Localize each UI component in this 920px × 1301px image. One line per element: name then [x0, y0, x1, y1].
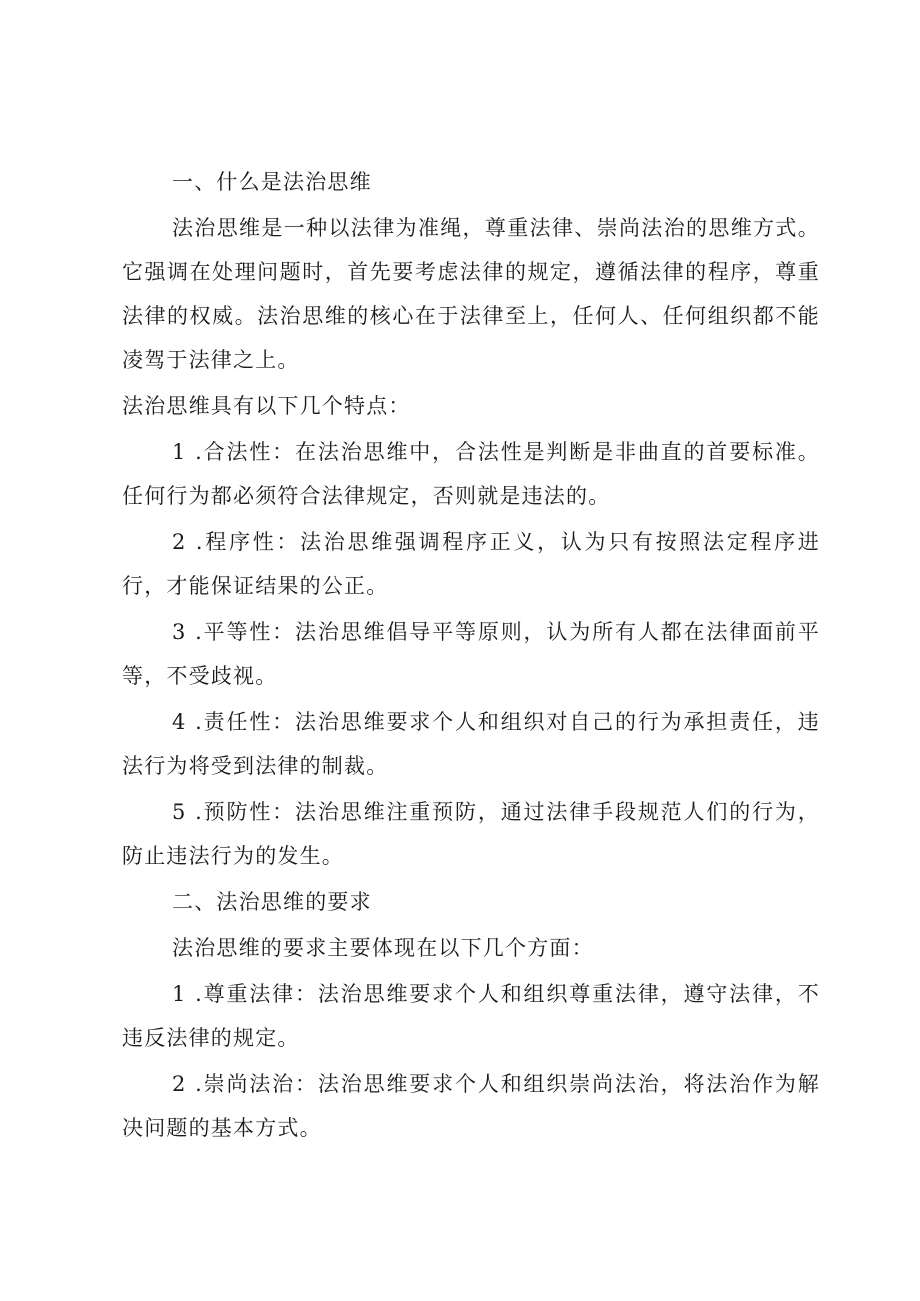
definition-paragraph: 法治思维是一种以法律为准绳，尊重法律、崇尚法治的思维方式。它强调在处理问题时，首先要考虑法律的规定，遵循法律的程序，尊重法律的权威。法治思维的核心在于法律至上，任何人、任何组织都不能凌驾于法律之上。	[122, 216, 820, 372]
feature-item-responsibility: 4 .责任性：法治思维要求个人和组织对自己的行为承担责任，违法行为将受到法律的制裁。	[122, 710, 820, 778]
requirements-intro: 法治思维的要求主要体现在以下几个方面：	[172, 936, 594, 960]
feature-item-procedure: 2 .程序性：法治思维强调程序正义，认为只有按照法定程序进行，才能保证结果的公正。	[122, 530, 820, 598]
feature-item-legality: 1 .合法性：在法治思维中，合法性是判断是非曲直的首要标准。任何行为都必须符合法律规定，否则就是违法的。	[122, 440, 820, 508]
features-intro: 法治思维具有以下几个特点：	[122, 394, 411, 418]
requirement-item-uphold-rule-of-law: 2 .崇尚法治：法治思维要求个人和组织崇尚法治，将法治作为解决问题的基本方式。	[122, 1072, 820, 1140]
feature-item-equality: 3 .平等性：法治思维倡导平等原则，认为所有人都在法律面前平等，不受歧视。	[122, 620, 820, 688]
requirement-item-respect-law: 1 .尊重法律：法治思维要求个人和组织尊重法律，遵守法律，不违反法律的规定。	[122, 982, 820, 1050]
feature-item-prevention: 5 .预防性：法治思维注重预防，通过法律手段规范人们的行为，防止违法行为的发生。	[122, 800, 820, 868]
section-heading-what-is-rule-of-law-thinking: 一、什么是法治思维	[172, 170, 372, 194]
section-heading-requirements: 二、法治思维的要求	[172, 890, 372, 914]
